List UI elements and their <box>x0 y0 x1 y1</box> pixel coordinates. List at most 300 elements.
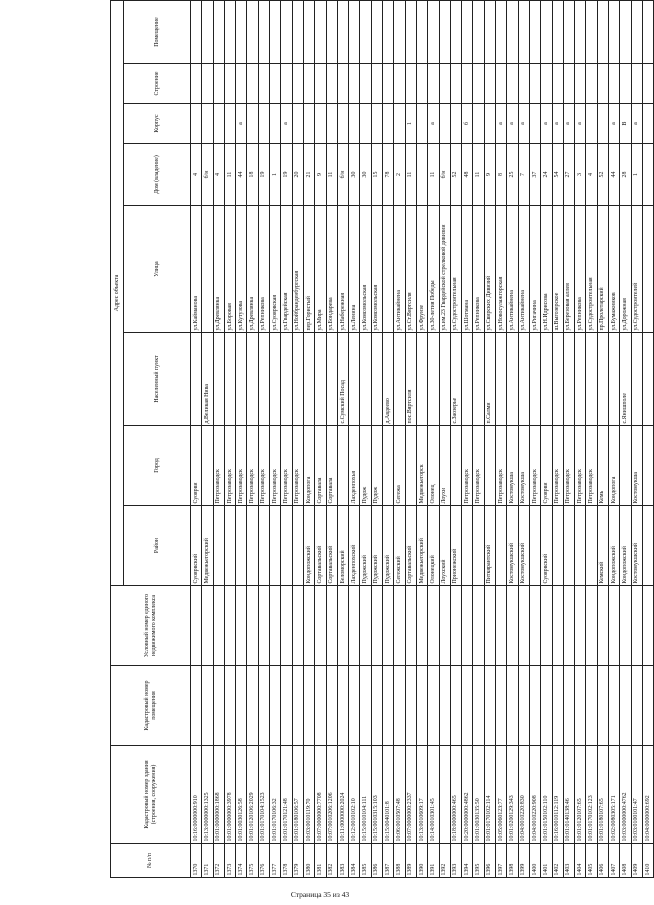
cell-house: 28 <box>620 144 631 206</box>
cell-district <box>247 506 258 586</box>
cell-city <box>642 426 653 506</box>
cell-house: 4 <box>191 144 202 206</box>
cell-cond-number <box>258 586 269 666</box>
table-row <box>552 0 563 877</box>
cell-settlement <box>642 333 653 426</box>
cell-street: ул.Комсомольская <box>371 206 382 333</box>
cell-city: Петрозаводск <box>224 426 235 506</box>
cell-building <box>620 64 631 104</box>
cell-korpus: а <box>236 104 247 144</box>
cell-street: ул.Свирских Дивизий <box>484 206 495 333</box>
cell-cad-building: 10:11:0000000:2024 <box>337 746 348 844</box>
cell-building <box>552 64 563 104</box>
cell-city <box>202 426 213 506</box>
cell-building <box>349 64 360 104</box>
cell-korpus <box>224 104 235 144</box>
cell-street: ул.Шотмана <box>462 206 473 333</box>
cell-cad-premises <box>496 666 507 746</box>
cell-korpus: а <box>608 104 619 144</box>
cell-cond-number <box>563 586 574 666</box>
cell-cad-premises <box>563 666 574 746</box>
cell-building <box>371 64 382 104</box>
cell-num: 1373 <box>224 844 235 878</box>
table-row <box>213 0 224 877</box>
cell-street: ул.Мира <box>315 206 326 333</box>
cell-korpus <box>247 104 258 144</box>
cell-cad-building: 10:07:0000000:7708 <box>315 746 326 844</box>
cell-settlement <box>529 333 540 426</box>
cell-num: 1396 <box>484 844 495 878</box>
table-row <box>620 0 631 877</box>
cell-settlement <box>281 333 292 426</box>
cell-num: 1371 <box>202 844 213 878</box>
cell-street: пер.Гористый <box>303 206 314 333</box>
cell-district: Суоярвский <box>191 506 202 586</box>
cell-premises <box>213 0 224 63</box>
cell-cad-premises <box>541 666 552 746</box>
cell-cond-number <box>213 586 224 666</box>
table-row <box>247 0 258 877</box>
cell-city <box>337 426 348 506</box>
cell-city: Медвежьегорск <box>416 426 427 506</box>
col-header-city: Город <box>124 426 191 506</box>
cell-city: Костомукша <box>631 426 642 506</box>
cell-cad-building: 10:01:0170102:114 <box>484 746 495 844</box>
cell-street <box>642 206 653 333</box>
cell-house <box>416 144 427 206</box>
table-row <box>462 0 473 877</box>
cell-cad-premises <box>608 666 619 746</box>
table-row <box>303 0 314 877</box>
cell-num: 1391 <box>428 844 439 878</box>
cell-cad-premises <box>303 666 314 746</box>
cell-district <box>642 506 653 586</box>
cell-building <box>337 64 348 104</box>
cell-cad-premises <box>529 666 540 746</box>
cell-house: 11 <box>405 144 416 206</box>
cell-num: 1370 <box>191 844 202 878</box>
cell-building <box>405 64 416 104</box>
cell-building <box>360 64 371 104</box>
cell-building <box>303 64 314 104</box>
cell-house: 24 <box>541 144 552 206</box>
cell-house: 19 <box>258 144 269 206</box>
cell-cond-number <box>575 586 586 666</box>
cell-korpus <box>202 104 213 144</box>
cell-cad-premises <box>270 666 281 746</box>
cell-street: ул.Березовая аллея <box>563 206 574 333</box>
cell-cad-building: 10:13:0000000:1325 <box>202 746 213 844</box>
cell-district: Суоярвский <box>541 506 552 586</box>
cell-cond-number <box>586 586 597 666</box>
table-row <box>191 0 202 877</box>
cell-street: ул.Гвардейская <box>281 206 292 333</box>
cell-num: 1402 <box>552 844 563 878</box>
cell-house: 11 <box>428 144 439 206</box>
cell-premises <box>224 0 235 63</box>
cell-building <box>631 64 642 104</box>
cell-street: ул.Набережная <box>337 206 348 333</box>
table-row <box>496 0 507 877</box>
cell-premises <box>326 0 337 63</box>
cell-num: 1398 <box>507 844 518 878</box>
cell-korpus <box>642 104 653 144</box>
cell-cad-building: 10:14:0010301:45 <box>428 746 439 844</box>
col-header-premises: Помещение <box>124 0 191 63</box>
cell-house: 11 <box>326 144 337 206</box>
cell-cond-number <box>529 586 540 666</box>
cell-premises <box>552 0 563 63</box>
table-row <box>597 0 608 877</box>
cell-building <box>462 64 473 104</box>
cell-settlement: с.Заозерье <box>450 333 461 426</box>
cell-cad-building: 10:18:0000000:465 <box>450 746 461 844</box>
cell-city: Костомукша <box>518 426 529 506</box>
cell-building <box>439 64 450 104</box>
cell-district <box>213 506 224 586</box>
page-number-footer: Страница 35 из 43 <box>290 890 350 899</box>
cell-settlement <box>631 333 642 426</box>
cell-district <box>258 506 269 586</box>
cell-num: 1392 <box>439 844 450 878</box>
cell-premises <box>642 0 653 63</box>
table-row <box>507 0 518 877</box>
cell-cond-number <box>496 586 507 666</box>
table-row <box>394 0 405 877</box>
cell-korpus: а <box>575 104 586 144</box>
cell-city: Петрозаводск <box>258 426 269 506</box>
cell-cond-number <box>450 586 461 666</box>
cell-cad-premises <box>337 666 348 746</box>
cell-cond-number <box>383 586 394 666</box>
cell-city: Сортавала <box>326 426 337 506</box>
col-header-street: Улица <box>124 206 191 333</box>
cell-premises <box>586 0 597 63</box>
cell-settlement <box>473 333 484 426</box>
cell-city: Петрозаводск <box>247 426 258 506</box>
cell-num: 1390 <box>416 844 427 878</box>
cell-cad-premises <box>439 666 450 746</box>
cell-street: ул.Судостроительная <box>450 206 461 333</box>
cell-cad-premises <box>394 666 405 746</box>
cell-cad-building: 10:01:0000000:3978 <box>224 746 235 844</box>
cell-building <box>416 64 427 104</box>
cell-premises <box>371 0 382 63</box>
cell-cond-number <box>371 586 382 666</box>
cell-cad-premises <box>383 666 394 746</box>
cell-premises <box>518 0 529 63</box>
cell-house: 19 <box>281 144 292 206</box>
cell-district: Кондопожский <box>303 506 314 586</box>
cell-num: 1385 <box>360 844 371 878</box>
cell-cad-building: 10:01:0120107:65 <box>575 746 586 844</box>
table-row <box>371 0 382 877</box>
cell-premises <box>450 0 461 63</box>
table-row <box>281 0 292 877</box>
cell-cond-number <box>236 586 247 666</box>
cell-num: 1404 <box>575 844 586 878</box>
cell-cad-premises <box>247 666 258 746</box>
cell-cad-premises <box>224 666 235 746</box>
cell-city: Петрозаводск <box>462 426 473 506</box>
cell-building <box>473 64 484 104</box>
cell-cond-number <box>349 586 360 666</box>
cell-premises <box>236 0 247 63</box>
cell-settlement <box>315 333 326 426</box>
cell-street: ул.Ленина <box>349 206 360 333</box>
cell-settlement <box>224 333 235 426</box>
cell-korpus: а <box>563 104 574 144</box>
cell-settlement <box>191 333 202 426</box>
cell-cad-premises <box>360 666 371 746</box>
cell-district <box>292 506 303 586</box>
cell-cad-building: 10:07:0000000:2337 <box>405 746 416 844</box>
cell-korpus: а <box>428 104 439 144</box>
table-row <box>315 0 326 877</box>
cell-settlement <box>270 333 281 426</box>
table-row <box>236 0 247 877</box>
cell-district <box>575 506 586 586</box>
cell-building <box>224 64 235 104</box>
cell-district: Пудожский <box>371 506 382 586</box>
cell-cad-building: 10:01:0170121:48 <box>281 746 292 844</box>
cell-building <box>450 64 461 104</box>
cell-building <box>258 64 269 104</box>
cell-building <box>394 64 405 104</box>
cell-street <box>383 206 394 333</box>
cell-settlement <box>586 333 597 426</box>
cell-num: 1401 <box>541 844 552 878</box>
cell-house <box>642 144 653 206</box>
cell-house: 44 <box>236 144 247 206</box>
cell-korpus: В <box>620 104 631 144</box>
cell-cad-building: 10:03:0010119:70 <box>303 746 314 844</box>
cell-cad-building: 10:12:0010102:10 <box>349 746 360 844</box>
cell-district: Сортавальский <box>315 506 326 586</box>
cell-building <box>428 64 439 104</box>
cell-cad-premises <box>292 666 303 746</box>
cell-korpus <box>258 104 269 144</box>
cell-cad-building: 10:04:0000000:692 <box>642 746 653 844</box>
cell-district <box>281 506 292 586</box>
table-row <box>360 0 371 877</box>
cell-cad-premises <box>597 666 608 746</box>
cell-korpus: а <box>496 104 507 144</box>
cell-cad-premises <box>450 666 461 746</box>
cell-city <box>620 426 631 506</box>
cell-house: 78 <box>383 144 394 206</box>
cell-street: ул.Бумажников <box>608 206 619 333</box>
cell-cad-premises <box>326 666 337 746</box>
cell-settlement <box>326 333 337 426</box>
cell-district: Сортавальский <box>405 506 416 586</box>
cell-cond-number <box>405 586 416 666</box>
cell-cond-number <box>247 586 258 666</box>
cell-num: 1372 <box>213 844 224 878</box>
cell-street: ул.Фрунзе <box>416 206 427 333</box>
cell-premises <box>405 0 416 63</box>
cell-num: 1394 <box>462 844 473 878</box>
cell-building <box>597 64 608 104</box>
cell-street: ул.Комсомольская <box>360 206 371 333</box>
cell-street: ул.Антикайнена <box>507 206 518 333</box>
cell-cad-premises <box>281 666 292 746</box>
cell-district <box>224 506 235 586</box>
cell-korpus: а <box>631 104 642 144</box>
table-row <box>575 0 586 877</box>
cell-settlement <box>247 333 258 426</box>
cell-district: Сортавальский <box>326 506 337 586</box>
table-row <box>586 0 597 877</box>
cell-num: 1387 <box>383 844 394 878</box>
cell-cad-premises <box>213 666 224 746</box>
cell-cad-building: 10:01:0150102:110 <box>541 746 552 844</box>
cell-premises <box>507 0 518 63</box>
cell-cond-number <box>416 586 427 666</box>
cell-building <box>247 64 258 104</box>
cell-building <box>529 64 540 104</box>
cell-cad-premises <box>518 666 529 746</box>
cell-cad-building: 10:01:0170106:32 <box>270 746 281 844</box>
table-row <box>292 0 303 877</box>
cell-street <box>202 206 213 333</box>
cell-district: Кондопожский <box>608 506 619 586</box>
cell-korpus: а <box>507 104 518 144</box>
cell-cad-premises <box>586 666 597 746</box>
cell-city <box>450 426 461 506</box>
cell-num: 1407 <box>608 844 619 878</box>
cell-num: 1409 <box>631 844 642 878</box>
cell-num: 1395 <box>473 844 484 878</box>
cell-district: Костомукшский <box>507 506 518 586</box>
cell-street: ул.Репникова <box>473 206 484 333</box>
cell-korpus <box>416 104 427 144</box>
cell-cad-building <box>439 746 450 844</box>
cell-city: Петрозаводск <box>586 426 597 506</box>
cell-house: 2 <box>394 144 405 206</box>
cell-cad-premises <box>620 666 631 746</box>
cell-korpus <box>213 104 224 144</box>
cell-street: ул.Антикайнена <box>518 206 529 333</box>
cell-num: 1374 <box>236 844 247 878</box>
cell-num: 1403 <box>563 844 574 878</box>
cell-street: ул.Репникова <box>575 206 586 333</box>
cell-house: 52 <box>450 144 461 206</box>
cell-cad-building: 10:01:0140138:46 <box>563 746 574 844</box>
cell-korpus: а <box>552 104 563 144</box>
cell-cad-building: 10:16:0010112:119 <box>552 746 563 844</box>
cell-city <box>383 426 394 506</box>
cell-korpus: а <box>281 104 292 144</box>
cell-building <box>608 64 619 104</box>
cell-settlement: с.Янишполе <box>620 333 631 426</box>
cadastral-register-table <box>110 0 654 878</box>
table-row <box>416 0 427 877</box>
cell-city <box>484 426 495 506</box>
cell-city: Олонец <box>428 426 439 506</box>
cell-cad-building: 10:03:0000000:4762 <box>620 746 631 844</box>
cell-num: 1400 <box>529 844 540 878</box>
cell-cad-building: 10:05:0060123:77 <box>496 746 507 844</box>
table-row <box>541 0 552 877</box>
cell-building <box>642 64 653 104</box>
cell-cad-building: 10:04:0010220:908 <box>529 746 540 844</box>
cell-korpus <box>597 104 608 144</box>
cell-num: 1377 <box>270 844 281 878</box>
cell-cad-premises <box>631 666 642 746</box>
cell-cad-premises <box>405 666 416 746</box>
table-row <box>642 0 653 877</box>
cell-cond-number <box>620 586 631 666</box>
cell-house: 30 <box>349 144 360 206</box>
cell-district: Костомукшский <box>518 506 529 586</box>
cell-city: Петрозаводск <box>281 426 292 506</box>
cell-district: Пудожский <box>383 506 394 586</box>
cell-house: 7 <box>518 144 529 206</box>
cell-cad-premises <box>191 666 202 746</box>
cell-cad-building: 10:01:0180107:65 <box>597 746 608 844</box>
cell-city: Лахденпохья <box>349 426 360 506</box>
cell-premises <box>529 0 540 63</box>
cell-settlement <box>258 333 269 426</box>
cell-house: 1 <box>270 144 281 206</box>
cell-num: 1375 <box>247 844 258 878</box>
table-row <box>450 0 461 877</box>
cell-cond-number <box>608 586 619 666</box>
cell-street: ул.Ст.Вяртсиля <box>405 206 416 333</box>
cell-korpus <box>371 104 382 144</box>
cell-city: Петрозаводск <box>236 426 247 506</box>
cell-cad-building: 10:06:0010507:48 <box>394 746 405 844</box>
register-table-body <box>191 0 654 877</box>
cell-building <box>191 64 202 104</box>
cell-cond-number <box>552 586 563 666</box>
cell-house: 54 <box>552 144 563 206</box>
cell-korpus: а <box>541 104 552 144</box>
cell-cad-building: 10:04:0010220:830 <box>518 746 529 844</box>
cell-house: 52 <box>597 144 608 206</box>
cell-num: 1389 <box>405 844 416 878</box>
cell-korpus <box>337 104 348 144</box>
cell-cad-premises <box>371 666 382 746</box>
cell-cad-building: 10:15:0010104:111 <box>360 746 371 844</box>
cell-cond-number <box>202 586 213 666</box>
cell-street: ул.Репникова <box>258 206 269 333</box>
cell-city: Суоярви <box>541 426 552 506</box>
cell-street: ул.Боровая <box>224 206 235 333</box>
cell-cad-premises <box>552 666 563 746</box>
cell-premises <box>416 0 427 63</box>
cell-settlement <box>416 333 427 426</box>
cell-house: б/н <box>337 144 348 206</box>
cell-cad-premises <box>507 666 518 746</box>
cell-cad-building: 10:02:0080305:171 <box>608 746 619 844</box>
table-row <box>608 0 619 877</box>
cell-city: Сортавала <box>315 426 326 506</box>
cell-cad-premises <box>202 666 213 746</box>
cell-cad-building: 10:13:0010609:17 <box>416 746 427 844</box>
cell-house: б/н <box>439 144 450 206</box>
cell-building <box>586 64 597 104</box>
cell-num: 1405 <box>586 844 597 878</box>
cell-num: 1399 <box>518 844 529 878</box>
cell-building <box>541 64 552 104</box>
cell-num: 1379 <box>292 844 303 878</box>
cell-premises <box>247 0 258 63</box>
table-row <box>518 0 529 877</box>
cell-premises <box>428 0 439 63</box>
cell-city <box>405 426 416 506</box>
